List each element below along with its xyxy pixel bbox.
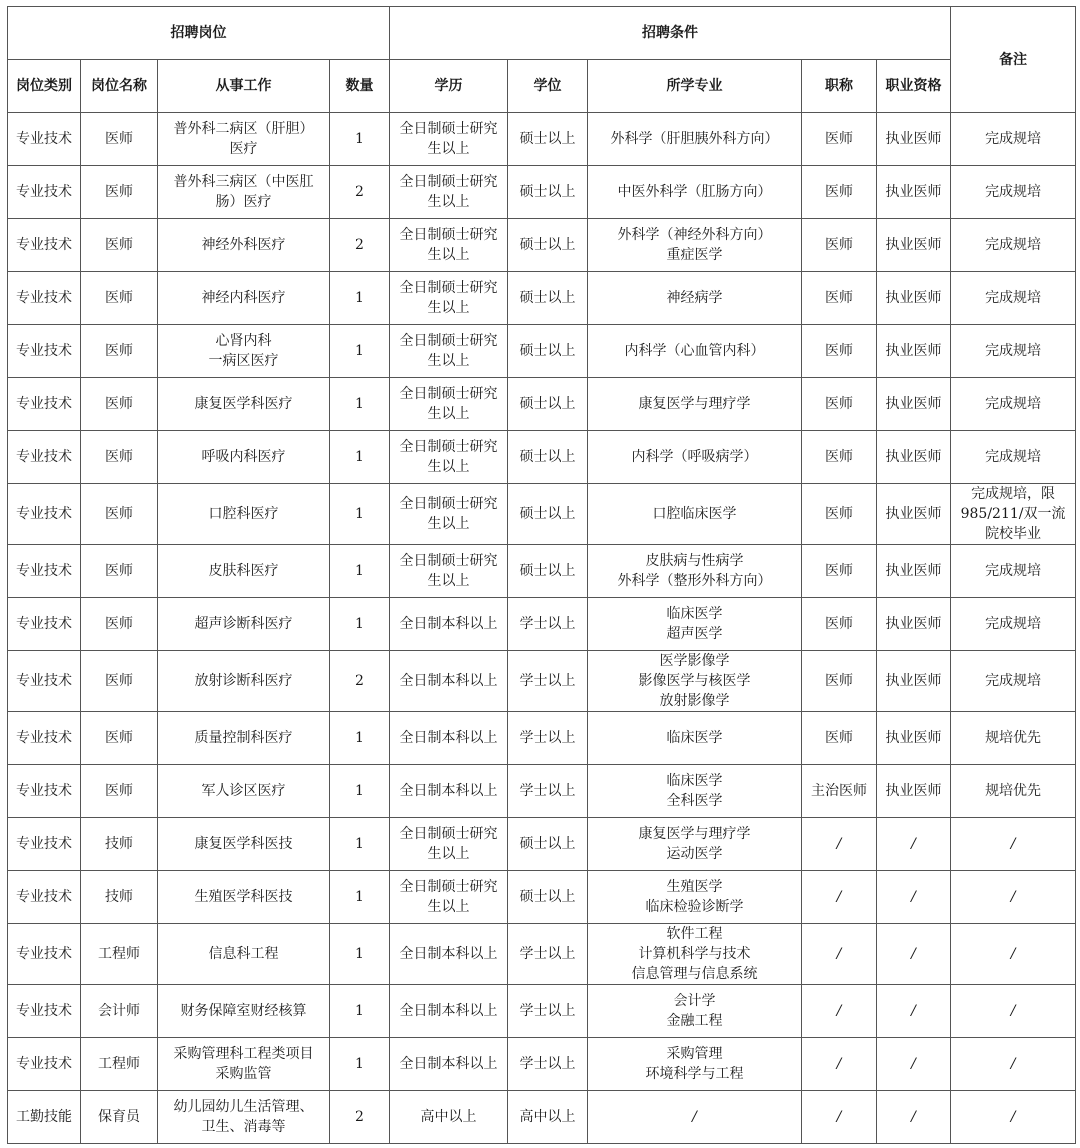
cell-quantity: 1 xyxy=(330,985,390,1038)
cell-position-name: 医师 xyxy=(81,219,158,272)
cell-degree: 学士以上 xyxy=(508,924,588,985)
table-row xyxy=(8,1091,1076,1144)
cell-quantity: 1 xyxy=(330,484,390,545)
table-row xyxy=(8,378,1076,431)
cell-major: 采购管理 环境科学与工程 xyxy=(588,1038,802,1091)
cell-major: / xyxy=(588,1091,802,1144)
cell-work: 超声诊断科医疗 xyxy=(158,598,330,651)
cell-position-category: 专业技术 xyxy=(8,651,81,712)
cell-position-category: 专业技术 xyxy=(8,985,81,1038)
cell-education: 全日制硕士研究 生以上 xyxy=(390,431,508,484)
cell-position-name: 医师 xyxy=(81,431,158,484)
cell-education: 全日制硕士研究 生以上 xyxy=(390,166,508,219)
cell-title: / xyxy=(802,871,877,924)
cell-position-category: 专业技术 xyxy=(8,712,81,765)
cell-position-category: 专业技术 xyxy=(8,484,81,545)
cell-major: 内科学（心血管内科） xyxy=(588,325,802,378)
cell-work: 心肾内科 一病区医疗 xyxy=(158,325,330,378)
table-row xyxy=(8,431,1076,484)
header-work: 从事工作 xyxy=(158,60,330,113)
cell-qualification: 执业医师 xyxy=(877,712,951,765)
cell-position-category: 专业技术 xyxy=(8,924,81,985)
cell-position-category: 专业技术 xyxy=(8,219,81,272)
cell-position-name: 医师 xyxy=(81,545,158,598)
cell-remarks: / xyxy=(951,1038,1076,1091)
cell-work: 放射诊断科医疗 xyxy=(158,651,330,712)
cell-degree: 硕士以上 xyxy=(508,484,588,545)
cell-major: 生殖医学 临床检验诊断学 xyxy=(588,871,802,924)
recruitment-table xyxy=(7,6,1076,1144)
cell-education: 全日制硕士研究 生以上 xyxy=(390,484,508,545)
cell-qualification: 执业医师 xyxy=(877,651,951,712)
cell-education: 全日制本科以上 xyxy=(390,765,508,818)
cell-quantity: 2 xyxy=(330,651,390,712)
cell-position-name: 医师 xyxy=(81,484,158,545)
cell-work: 幼儿园幼儿生活管理、 卫生、消毒等 xyxy=(158,1091,330,1144)
header-group-row xyxy=(8,7,1076,60)
cell-degree: 硕士以上 xyxy=(508,545,588,598)
cell-work: 采购管理科工程类项目 采购监管 xyxy=(158,1038,330,1091)
table-row xyxy=(8,166,1076,219)
cell-position-category: 专业技术 xyxy=(8,871,81,924)
cell-remarks: 完成规培 xyxy=(951,166,1076,219)
cell-title: / xyxy=(802,1091,877,1144)
cell-quantity: 1 xyxy=(330,871,390,924)
table-body xyxy=(8,113,1076,1144)
cell-degree: 硕士以上 xyxy=(508,325,588,378)
cell-title: 医师 xyxy=(802,166,877,219)
cell-remarks: 完成规培 xyxy=(951,598,1076,651)
cell-quantity: 1 xyxy=(330,765,390,818)
table-row xyxy=(8,1038,1076,1091)
cell-remarks: 规培优先 xyxy=(951,712,1076,765)
cell-qualification: 执业医师 xyxy=(877,166,951,219)
cell-education: 全日制本科以上 xyxy=(390,712,508,765)
cell-remarks: 完成规培 xyxy=(951,325,1076,378)
cell-major: 软件工程 计算机科学与技术 信息管理与信息系统 xyxy=(588,924,802,985)
cell-degree: 硕士以上 xyxy=(508,272,588,325)
cell-qualification: / xyxy=(877,985,951,1038)
cell-work: 普外科二病区（肝胆） 医疗 xyxy=(158,113,330,166)
cell-major: 神经病学 xyxy=(588,272,802,325)
cell-quantity: 1 xyxy=(330,378,390,431)
table-row xyxy=(8,712,1076,765)
cell-position-name: 医师 xyxy=(81,272,158,325)
cell-quantity: 1 xyxy=(330,924,390,985)
cell-position-category: 专业技术 xyxy=(8,598,81,651)
cell-major: 临床医学 超声医学 xyxy=(588,598,802,651)
cell-education: 全日制本科以上 xyxy=(390,598,508,651)
cell-position-category: 专业技术 xyxy=(8,325,81,378)
cell-work: 普外科三病区（中医肛 肠）医疗 xyxy=(158,166,330,219)
cell-title: 主治医师 xyxy=(802,765,877,818)
table-row xyxy=(8,325,1076,378)
cell-remarks: / xyxy=(951,818,1076,871)
cell-remarks: 完成规培 xyxy=(951,651,1076,712)
cell-qualification: 执业医师 xyxy=(877,545,951,598)
cell-qualification: / xyxy=(877,818,951,871)
cell-major: 口腔临床医学 xyxy=(588,484,802,545)
cell-quantity: 1 xyxy=(330,431,390,484)
cell-position-category: 专业技术 xyxy=(8,1038,81,1091)
cell-major: 外科学（神经外科方向） 重症医学 xyxy=(588,219,802,272)
cell-quantity: 1 xyxy=(330,818,390,871)
cell-qualification: 执业医师 xyxy=(877,765,951,818)
cell-education: 全日制硕士研究 生以上 xyxy=(390,818,508,871)
cell-quantity: 1 xyxy=(330,598,390,651)
cell-degree: 学士以上 xyxy=(508,1038,588,1091)
cell-qualification: / xyxy=(877,1038,951,1091)
cell-position-name: 技师 xyxy=(81,871,158,924)
cell-remarks: 完成规培 xyxy=(951,378,1076,431)
cell-position-category: 专业技术 xyxy=(8,113,81,166)
table-row xyxy=(8,113,1076,166)
table-row xyxy=(8,484,1076,545)
cell-title: / xyxy=(802,818,877,871)
cell-title: / xyxy=(802,1038,877,1091)
cell-quantity: 1 xyxy=(330,325,390,378)
cell-position-name: 医师 xyxy=(81,113,158,166)
cell-remarks: 完成规培 xyxy=(951,113,1076,166)
header-qualification: 职业资格 xyxy=(877,60,951,113)
header-position-name: 岗位名称 xyxy=(81,60,158,113)
header-title: 职称 xyxy=(802,60,877,113)
cell-degree: 硕士以上 xyxy=(508,166,588,219)
cell-major: 康复医学与理疗学 xyxy=(588,378,802,431)
cell-position-name: 保育员 xyxy=(81,1091,158,1144)
cell-work: 康复医学科医技 xyxy=(158,818,330,871)
cell-title: 医师 xyxy=(802,598,877,651)
cell-quantity: 2 xyxy=(330,219,390,272)
cell-degree: 高中以上 xyxy=(508,1091,588,1144)
cell-position-category: 专业技术 xyxy=(8,378,81,431)
cell-education: 全日制本科以上 xyxy=(390,651,508,712)
cell-education: 全日制硕士研究 生以上 xyxy=(390,113,508,166)
cell-work: 呼吸内科医疗 xyxy=(158,431,330,484)
cell-title: 医师 xyxy=(802,651,877,712)
cell-quantity: 1 xyxy=(330,712,390,765)
cell-quantity: 2 xyxy=(330,1091,390,1144)
cell-work: 军人诊区医疗 xyxy=(158,765,330,818)
cell-major: 外科学（肝胆胰外科方向） xyxy=(588,113,802,166)
cell-quantity: 1 xyxy=(330,113,390,166)
cell-degree: 学士以上 xyxy=(508,651,588,712)
header-quantity: 数量 xyxy=(330,60,390,113)
header-major: 所学专业 xyxy=(588,60,802,113)
cell-quantity: 2 xyxy=(330,166,390,219)
cell-position-name: 医师 xyxy=(81,712,158,765)
cell-qualification: 执业医师 xyxy=(877,598,951,651)
cell-position-category: 工勤技能 xyxy=(8,1091,81,1144)
cell-position-name: 医师 xyxy=(81,651,158,712)
cell-position-name: 技师 xyxy=(81,818,158,871)
cell-remarks: 完成规培 xyxy=(951,219,1076,272)
cell-degree: 学士以上 xyxy=(508,985,588,1038)
cell-qualification: 执业医师 xyxy=(877,484,951,545)
cell-degree: 学士以上 xyxy=(508,765,588,818)
table-row xyxy=(8,598,1076,651)
cell-work: 质量控制科医疗 xyxy=(158,712,330,765)
cell-position-name: 会计师 xyxy=(81,985,158,1038)
cell-quantity: 1 xyxy=(330,272,390,325)
cell-qualification: / xyxy=(877,871,951,924)
header-position-category: 岗位类别 xyxy=(8,60,81,113)
header-group-conditions: 招聘条件 xyxy=(390,7,951,60)
cell-major: 会计学 金融工程 xyxy=(588,985,802,1038)
table-row xyxy=(8,985,1076,1038)
cell-education: 全日制硕士研究 生以上 xyxy=(390,219,508,272)
cell-remarks: / xyxy=(951,924,1076,985)
cell-remarks: / xyxy=(951,1091,1076,1144)
cell-work: 神经内科医疗 xyxy=(158,272,330,325)
cell-remarks: 完成规培 xyxy=(951,272,1076,325)
cell-remarks: 规培优先 xyxy=(951,765,1076,818)
cell-position-category: 专业技术 xyxy=(8,818,81,871)
cell-degree: 硕士以上 xyxy=(508,378,588,431)
cell-education: 全日制本科以上 xyxy=(390,985,508,1038)
table-row xyxy=(8,765,1076,818)
cell-qualification: / xyxy=(877,1091,951,1144)
cell-position-category: 专业技术 xyxy=(8,272,81,325)
cell-degree: 硕士以上 xyxy=(508,113,588,166)
cell-position-name: 医师 xyxy=(81,166,158,219)
cell-education: 高中以上 xyxy=(390,1091,508,1144)
table-row xyxy=(8,545,1076,598)
cell-degree: 学士以上 xyxy=(508,712,588,765)
cell-position-category: 专业技术 xyxy=(8,545,81,598)
cell-title: 医师 xyxy=(802,113,877,166)
cell-major: 临床医学 全科医学 xyxy=(588,765,802,818)
cell-remarks: 完成规培 xyxy=(951,431,1076,484)
cell-position-category: 专业技术 xyxy=(8,431,81,484)
cell-remarks: / xyxy=(951,985,1076,1038)
cell-education: 全日制硕士研究 生以上 xyxy=(390,272,508,325)
cell-title: / xyxy=(802,924,877,985)
cell-major: 医学影像学 影像医学与核医学 放射影像学 xyxy=(588,651,802,712)
header-degree: 学位 xyxy=(508,60,588,113)
header-column-row xyxy=(8,60,1076,113)
cell-education: 全日制本科以上 xyxy=(390,924,508,985)
cell-position-name: 医师 xyxy=(81,765,158,818)
cell-education: 全日制硕士研究 生以上 xyxy=(390,325,508,378)
cell-major: 临床医学 xyxy=(588,712,802,765)
table-row xyxy=(8,871,1076,924)
cell-degree: 硕士以上 xyxy=(508,818,588,871)
cell-title: / xyxy=(802,985,877,1038)
cell-title: 医师 xyxy=(802,545,877,598)
header-remarks: 备注 xyxy=(951,7,1076,113)
cell-remarks: 完成规培，限 985/211/双一流 院校毕业 xyxy=(951,484,1076,545)
table-row xyxy=(8,818,1076,871)
table-row xyxy=(8,272,1076,325)
cell-title: 医师 xyxy=(802,378,877,431)
cell-degree: 硕士以上 xyxy=(508,219,588,272)
cell-position-name: 工程师 xyxy=(81,1038,158,1091)
cell-position-category: 专业技术 xyxy=(8,166,81,219)
cell-work: 生殖医学科医技 xyxy=(158,871,330,924)
cell-title: 医师 xyxy=(802,712,877,765)
table-row xyxy=(8,651,1076,712)
table-row xyxy=(8,924,1076,985)
header-education: 学历 xyxy=(390,60,508,113)
cell-qualification: / xyxy=(877,924,951,985)
cell-position-category: 专业技术 xyxy=(8,765,81,818)
cell-education: 全日制本科以上 xyxy=(390,1038,508,1091)
cell-major: 康复医学与理疗学 运动医学 xyxy=(588,818,802,871)
cell-remarks: 完成规培 xyxy=(951,545,1076,598)
cell-title: 医师 xyxy=(802,431,877,484)
cell-major: 皮肤病与性病学 外科学（整形外科方向） xyxy=(588,545,802,598)
cell-qualification: 执业医师 xyxy=(877,431,951,484)
cell-title: 医师 xyxy=(802,484,877,545)
cell-quantity: 1 xyxy=(330,545,390,598)
cell-education: 全日制硕士研究 生以上 xyxy=(390,871,508,924)
cell-degree: 硕士以上 xyxy=(508,871,588,924)
cell-work: 康复医学科医疗 xyxy=(158,378,330,431)
cell-position-name: 工程师 xyxy=(81,924,158,985)
cell-title: 医师 xyxy=(802,325,877,378)
cell-remarks: / xyxy=(951,871,1076,924)
cell-position-name: 医师 xyxy=(81,325,158,378)
cell-work: 财务保障室财经核算 xyxy=(158,985,330,1038)
table-row xyxy=(8,219,1076,272)
cell-qualification: 执业医师 xyxy=(877,113,951,166)
cell-qualification: 执业医师 xyxy=(877,272,951,325)
cell-position-name: 医师 xyxy=(81,598,158,651)
recruitment-table-container xyxy=(7,6,1076,1144)
cell-qualification: 执业医师 xyxy=(877,378,951,431)
header-group-position: 招聘岗位 xyxy=(8,7,390,60)
cell-position-name: 医师 xyxy=(81,378,158,431)
cell-work: 口腔科医疗 xyxy=(158,484,330,545)
cell-major: 中医外科学（肛肠方向） xyxy=(588,166,802,219)
cell-major: 内科学（呼吸病学） xyxy=(588,431,802,484)
cell-work: 神经外科医疗 xyxy=(158,219,330,272)
cell-title: 医师 xyxy=(802,219,877,272)
cell-quantity: 1 xyxy=(330,1038,390,1091)
cell-degree: 学士以上 xyxy=(508,598,588,651)
cell-work: 皮肤科医疗 xyxy=(158,545,330,598)
cell-degree: 硕士以上 xyxy=(508,431,588,484)
cell-work: 信息科工程 xyxy=(158,924,330,985)
cell-education: 全日制硕士研究 生以上 xyxy=(390,545,508,598)
cell-education: 全日制硕士研究 生以上 xyxy=(390,378,508,431)
cell-qualification: 执业医师 xyxy=(877,325,951,378)
cell-qualification: 执业医师 xyxy=(877,219,951,272)
cell-title: 医师 xyxy=(802,272,877,325)
